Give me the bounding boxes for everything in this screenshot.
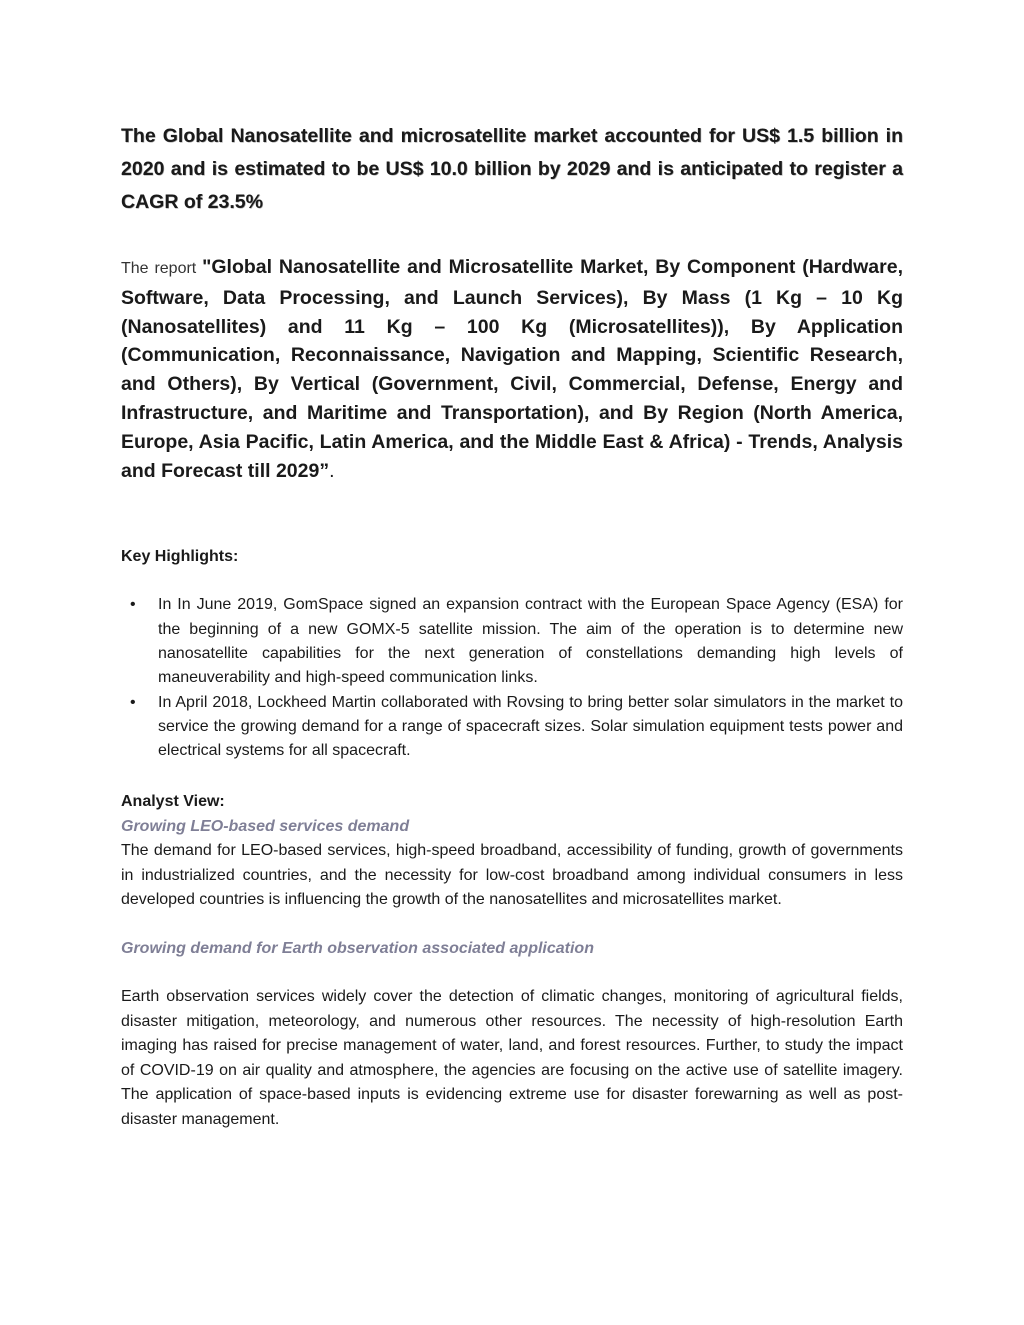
paragraph-earth-observation: Earth observation services widely cover the detection of climatic changes, monitoring of agricultural fields, disaster mitigation, meteorology, and numerous other resources. The necessity of high-resolution Earth imaging has raised for precise management of water, land, and forest resources. Further, to study the impact of COVID-19 on air quality and atmosphere, the agencies are focusing on the active use of satellite imagery. The application of space-based inputs is evidencing extreme use for disaster forewarning as well as post-disaster management. [121, 988, 903, 1128]
headline: The Global Nanosatellite and microsatellite market accounted for US$ 1.5 billion in 2020 and is estimated to be US$ 10.0 billion by 2029 and is anticipated to register a CAGR of 23.5% [121, 125, 903, 213]
document-page [121, 120, 903, 1132]
subheading-earth-observation: Growing demand for Earth observation associated application [121, 939, 594, 957]
key-highlights-heading: Key Highlights: [121, 548, 239, 566]
highlight-text: In In June 2019, GomSpace signed an expansion contract with the European Space Agency (ESA) for the beginning of a new GOMX-5 satellite mission. The aim of the operation is to determine new nanosatellite capabilities for the next generation of constellations demanding high levels of maneuverability and high-speed communication links. [158, 596, 903, 687]
bullet-icon: • [130, 693, 136, 711]
report-lead: The report [121, 260, 203, 277]
key-highlights-list [121, 593, 903, 763]
list-item [130, 691, 903, 764]
highlight-text: In April 2018, Lockheed Martin collaborated with Rovsing to bring better solar simulators in the market to service the growing demand for a range of spacecraft sizes. Solar simulation equipment tests power and electrical systems for all spacecraft. [158, 693, 903, 760]
bullet-icon: • [130, 596, 136, 614]
paragraph-leo: The demand for LEO-based services, high-speed broadband, accessibility of funding, growth of governments in industrialized countries, and the necessity for low-cost broadband among individual consumers in less developed countries is influencing the growth of the nanosatellites and microsatellites market. [121, 842, 903, 909]
report-description [121, 253, 903, 485]
report-title: "Global Nanosatellite and Microsatellite Market, By Component (Hardware, Software, Data Processing, and Launch Services), By Mass (1 Kg – 10 Kg (Nanosatellites) and 11 Kg – 100 Kg (Microsatellites)), By Application (Communication, Reconnaissance, Navigation and Mapping, Scientific Research, and Others), By Vertical (Government, Civil, Commercial, Defense, Energy and Infrastructure, and Maritime and Transportation), and By Region (North America, Europe, Asia Pacific, Latin America, and the Middle East & Africa) - Trends, Analysis and Forecast till 2029” [121, 256, 904, 482]
list-item [130, 593, 903, 690]
subheading-leo: Growing LEO-based services demand [121, 817, 410, 835]
analyst-view-heading: Analyst View: [121, 793, 225, 811]
report-end: . [329, 459, 335, 482]
